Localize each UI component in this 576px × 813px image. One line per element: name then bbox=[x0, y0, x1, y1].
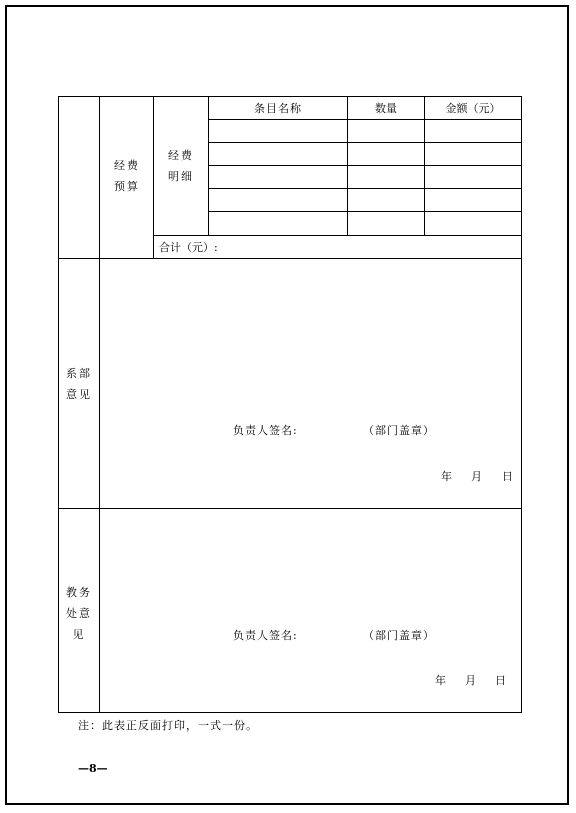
table-row-amount-cell[interactable] bbox=[426, 212, 520, 233]
total-label: 合计（元）: bbox=[159, 241, 218, 254]
table-divider bbox=[153, 235, 521, 236]
column-header-amount: 金额（元） bbox=[445, 102, 501, 115]
academic-seal-label: （部门盖章） bbox=[363, 629, 435, 642]
detail-label-line: 经费 bbox=[168, 149, 194, 162]
table-row-quantity-cell[interactable] bbox=[349, 166, 423, 187]
department-opinion-label bbox=[59, 363, 99, 405]
table-row-quantity-cell[interactable] bbox=[349, 143, 423, 164]
table-row-item-name-cell[interactable] bbox=[210, 212, 346, 233]
table-row-amount-cell[interactable] bbox=[426, 120, 520, 141]
page-number: —8— bbox=[78, 762, 108, 775]
application-form-table bbox=[58, 96, 522, 713]
academic-date-day: 日 bbox=[495, 674, 506, 687]
academic-label-line: 教务 bbox=[66, 586, 92, 599]
academic-signature-label: 负责人签名: bbox=[233, 629, 298, 642]
table-divider bbox=[99, 97, 100, 712]
department-date-day: 日 bbox=[502, 470, 513, 483]
table-divider bbox=[59, 258, 521, 259]
department-date-month: 月 bbox=[471, 470, 482, 483]
budget-detail-label bbox=[159, 145, 203, 187]
department-seal-label: （部门盖章） bbox=[363, 424, 435, 437]
table-row-quantity-cell[interactable] bbox=[349, 189, 423, 210]
table-row-item-name-cell[interactable] bbox=[210, 120, 346, 141]
detail-label-line: 明细 bbox=[168, 170, 194, 183]
table-row-item-name-cell[interactable] bbox=[210, 189, 346, 210]
table-row-item-name-cell[interactable] bbox=[210, 166, 346, 187]
table-divider bbox=[59, 508, 521, 509]
department-signature-label: 负责人签名: bbox=[233, 424, 298, 437]
column-header-quantity: 数量 bbox=[375, 102, 397, 115]
department-date-year: 年 bbox=[441, 470, 452, 483]
budget-section-label bbox=[105, 155, 149, 197]
table-row-quantity-cell[interactable] bbox=[349, 212, 423, 233]
table-divider bbox=[153, 97, 154, 258]
budget-label-line: 预算 bbox=[114, 180, 140, 193]
academic-date-year: 年 bbox=[435, 674, 446, 687]
department-label-line: 意见 bbox=[66, 388, 92, 401]
academic-label-line: 见 bbox=[72, 628, 86, 641]
print-note: 注：此表正反面打印，一式一份。 bbox=[78, 719, 258, 732]
table-row-amount-cell[interactable] bbox=[426, 166, 520, 187]
table-row-item-name-cell[interactable] bbox=[210, 143, 346, 164]
budget-label-line: 经费 bbox=[114, 159, 140, 172]
table-row-quantity-cell[interactable] bbox=[349, 120, 423, 141]
department-label-line: 系部 bbox=[66, 367, 92, 380]
academic-label-line: 处意 bbox=[66, 607, 92, 620]
academic-affairs-opinion-label bbox=[59, 582, 99, 645]
academic-date-month: 月 bbox=[465, 674, 476, 687]
table-row-amount-cell[interactable] bbox=[426, 143, 520, 164]
table-row-amount-cell[interactable] bbox=[426, 189, 520, 210]
column-header-item-name: 条目名称 bbox=[254, 102, 302, 115]
